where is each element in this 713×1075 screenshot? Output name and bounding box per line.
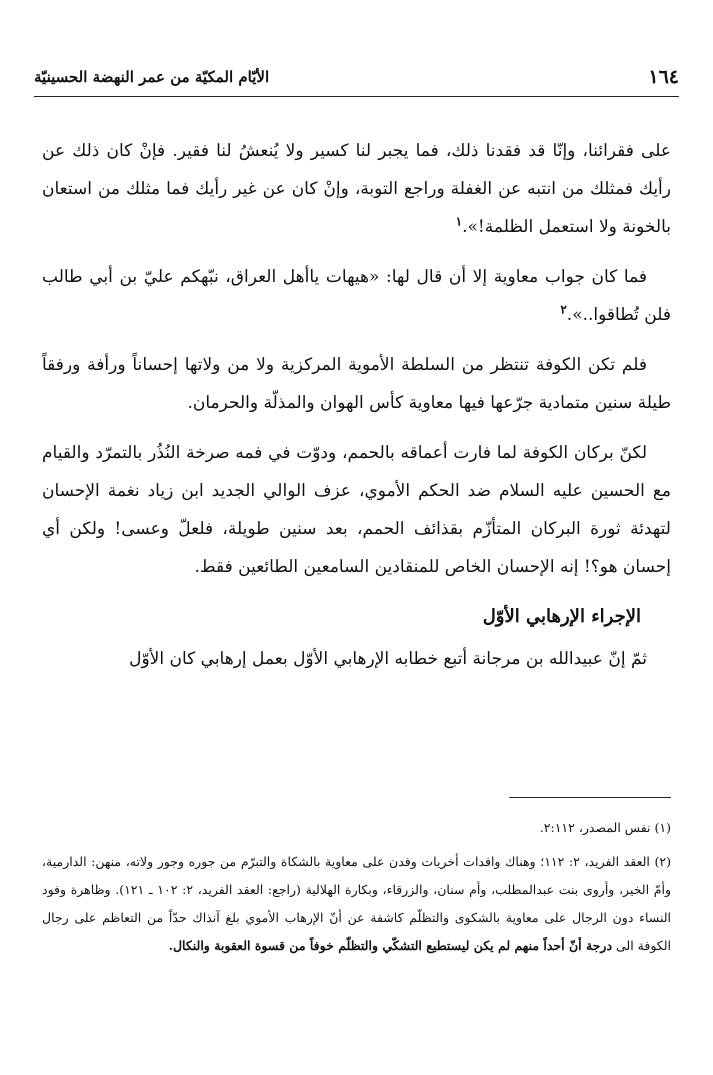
running-title: الأيّام المكيّة من عمر النهضة الحسينيّة [34,68,270,86]
footnotes [42,814,671,966]
body-text [42,132,671,690]
footnote-rule [509,797,671,798]
paragraph-4: لكنّ بركان الكوفة لما فارت أعماقه بالحمم، ودوّت في فمه صرخة النُذُر بالتمرّد والقيام مع الحسين عليه السلام ضد الحكم الأموي، عزف الوالي الجديد ابن زياد نغمة الإحسان لتهدئة ثورة البركان المتأزّم بقذائف الحمم، بعد سنين طويلة، فلعلّ وعسى! ولكن أي إحسان هو؟! إنه الإحسان الخاص للمنقادين السامعين الطائعين فقط. [42,443,671,577]
paragraph-3: فلم تكن الكوفة تنتظر من السلطة الأموية المركزية ولا من ولاتها إحساناً ورأفة ورفقاً طيلة سنين متمادية جرّعها فيها معاوية كأس الهوان والمذلّة والحرمان. [42,355,671,413]
paragraph-5: ثمّ إنّ عبيدالله بن مرجانة أتبع خطابه الإرهابي الأوّل بعمل إرهابي كان الأوّل [129,649,647,669]
footnote-ref-2: ٢ [560,302,567,317]
footnote-1: (١) نفس المصدر، ٢:١١٢. [539,820,671,835]
footnote-2-text: (٢) العقد الفريد، ٢: ١١٢؛ وهناك وافدات أخريات وفدن على معاوية بالشكاة والتبرّم من جوره وجور ولاته، منهن: الدارمية، وأمّ الخير، وأروى بنت عبدالمطلب، وأم سنان، والزرقاء، وبكارة الهلالية (راجع: العقد الفريد، ٢: ١٠٢ ـ ١٢١). وظاهرة وفود النساء دون الرجال على معاوية بالشكوى والتظلّم كاشفة عن أنّ الإرهاب الأموي بلغ آنذاك حدّاً من التعاظم على رجال الكوفة الى [42,854,672,953]
paragraph-2 [42,258,671,334]
footnote-2-conclusion: درجة أنّ أحداً منهم لم يكن ليستطيع التشكّي والتظلّم خوفاً من قسوة العقوبة والنكال. [168,938,613,953]
page-header [34,62,679,92]
header-rule [34,96,679,97]
footnote-ref-1: ١ [455,214,463,229]
paragraph-1-text: على فقرائنا، وإنّا قد فقدنا ذلك، فما يجبر لنا كسير ولا يُنعشُ لنا فقير. فإنْ كان ذلك عن رأيك فمثلك من انتبه عن الغفلة وراجع التوبة، وإنْ كان عن غير رأيك فما مثلك من استعان بالخونة ولا استعمل الظلمة!». [42,141,671,237]
section-heading: الإجراء الإرهابي الأوّل [482,606,641,627]
footnote-2 [42,848,671,960]
paragraph-2-text: فما كان جواب معاوية إلا أن قال لها: «هيهات ياأهل العراق، نبّهكم عليّ بن أبي طالب فلن تُطاقوا..». [42,267,671,325]
paragraph-1 [42,132,671,246]
page-number: ١٦٤ [648,66,679,88]
